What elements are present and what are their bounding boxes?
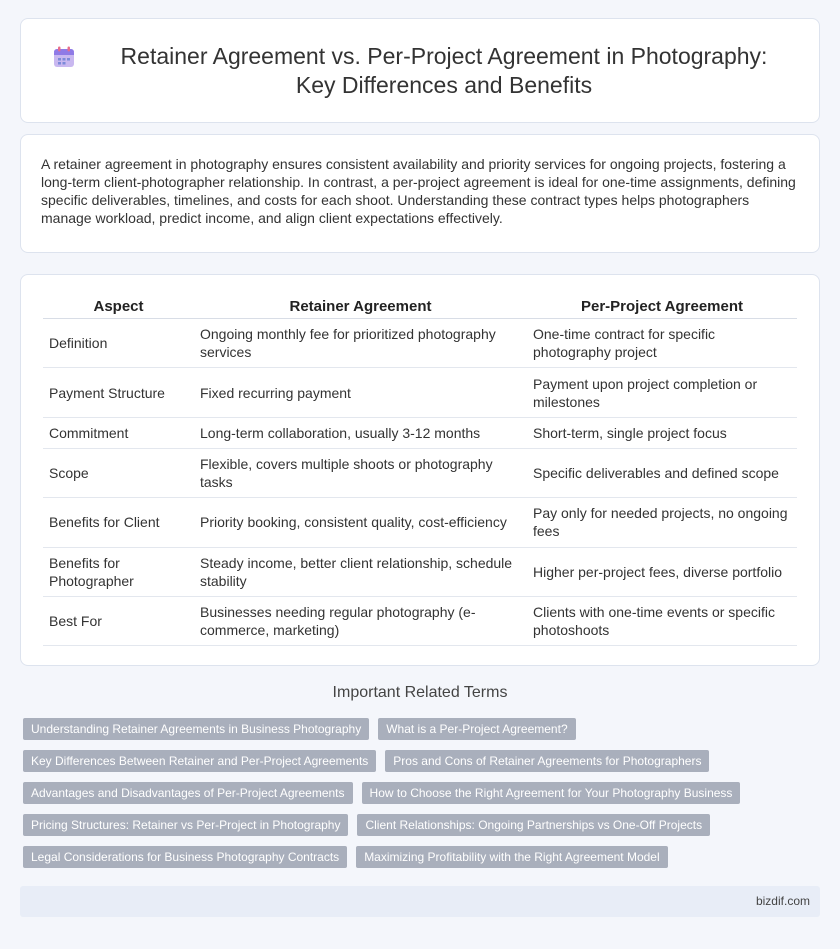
table-cell-per-project: One-time contract for specific photography project [527, 319, 797, 368]
related-tag-link[interactable]: Client Relationships: Ongoing Partnerships vs One-Off Projects [357, 814, 710, 836]
related-tags [0, 718, 760, 868]
table-cell-aspect: Scope [43, 449, 194, 498]
footer-bar [20, 886, 820, 917]
table-cell-aspect: Benefits for Client [43, 498, 194, 547]
table-cell-retainer: Ongoing monthly fee for prioritized photography services [194, 319, 527, 368]
table-cell-retainer: Businesses needing regular photography (e-commerce, marketing) [194, 597, 527, 646]
related-terms-section [0, 684, 840, 878]
table-row [43, 449, 797, 498]
table-row [43, 418, 797, 449]
related-tag-link[interactable]: Understanding Retainer Agreements in Business Photography [23, 718, 369, 740]
intro-card [20, 134, 820, 253]
intro-paragraph: A retainer agreement in photography ensures consistent availability and priority services for ongoing projects, fostering a long-term client-photographer relationship. In contrast, a per-project agreement is ideal for one-time assignments, defining specific deliverables, timelines, and costs for each shoot. Understanding these contract types helps photographers manage workload, predict income, and align client expectations effectively. [41, 156, 796, 226]
table-cell-per-project: Specific deliverables and defined scope [527, 449, 797, 498]
table-header-row [43, 293, 797, 319]
comparison-table-card [20, 274, 820, 666]
column-header-aspect: Aspect [43, 293, 194, 319]
related-tag-link[interactable]: Pricing Structures: Retainer vs Per-Project in Photography [23, 814, 348, 836]
table-row [43, 368, 797, 417]
table-cell-aspect: Commitment [43, 418, 194, 449]
table-cell-aspect: Best For [43, 597, 194, 646]
table-cell-per-project: Higher per-project fees, diverse portfolio [527, 548, 797, 597]
related-tag-link[interactable]: Legal Considerations for Business Photography Contracts [23, 846, 347, 868]
related-tag-link[interactable]: Key Differences Between Retainer and Per-Project Agreements [23, 750, 376, 772]
table-cell-aspect: Benefits for Photographer [43, 548, 194, 597]
related-tag-link[interactable]: Maximizing Profitability with the Right Agreement Model [356, 846, 667, 868]
calendar-icon [51, 44, 77, 70]
footer-site-link[interactable]: bizdif.com [755, 894, 810, 908]
related-tag-link[interactable]: How to Choose the Right Agreement for Your Photography Business [362, 782, 741, 804]
table-cell-per-project: Short-term, single project focus [527, 418, 797, 449]
table-cell-per-project: Clients with one-time events or specific photoshoots [527, 597, 797, 646]
table-cell-retainer: Steady income, better client relationship, schedule stability [194, 548, 527, 597]
related-tag-link[interactable]: What is a Per-Project Agreement? [378, 718, 575, 740]
related-tag-link[interactable]: Pros and Cons of Retainer Agreements for Photographers [385, 750, 709, 772]
table-row [43, 498, 797, 547]
related-terms-title: Important Related Terms [332, 684, 508, 701]
related-tag-link[interactable]: Advantages and Disadvantages of Per-Project Agreements [23, 782, 353, 804]
table-cell-aspect: Definition [43, 319, 194, 368]
comparison-table [43, 293, 797, 646]
table-cell-retainer: Flexible, covers multiple shoots or photography tasks [194, 449, 527, 498]
table-cell-per-project: Pay only for needed projects, no ongoing fees [527, 498, 797, 547]
table-cell-per-project: Payment upon project completion or milestones [527, 368, 797, 417]
column-header-retainer: Retainer Agreement [194, 293, 527, 319]
table-row [43, 597, 797, 646]
table-row [43, 319, 797, 368]
table-cell-retainer: Priority booking, consistent quality, cost-efficiency [194, 498, 527, 547]
table-cell-retainer: Long-term collaboration, usually 3-12 months [194, 418, 527, 449]
column-header-per-project: Per-Project Agreement [527, 293, 797, 319]
table-row [43, 548, 797, 597]
table-cell-aspect: Payment Structure [43, 368, 194, 417]
header-card [20, 18, 820, 123]
page-title: Retainer Agreement vs. Per-Project Agreement in Photography: Key Differences and Benefits [120, 42, 768, 98]
table-cell-retainer: Fixed recurring payment [194, 368, 527, 417]
